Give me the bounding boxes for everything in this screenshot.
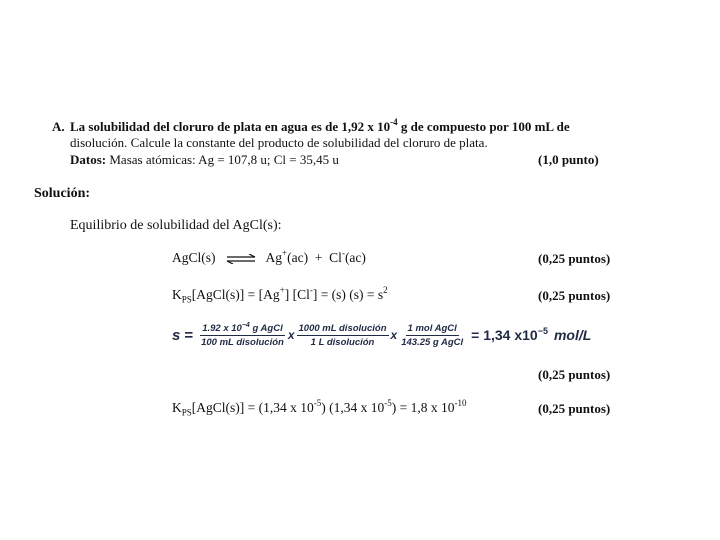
datos-label: Datos: <box>70 152 107 167</box>
eq3-points: (0,25 puntos) <box>538 367 611 382</box>
question-line-1 <box>70 119 660 134</box>
eq4-t2-sup: -5 <box>384 398 392 408</box>
eq4-t1-sup: -5 <box>313 398 322 408</box>
eq4-t2: ) (1,34 x 10 <box>321 400 385 415</box>
kps-value <box>172 400 466 416</box>
eq2-t3-sup: 2 <box>383 285 388 295</box>
question-line-1-text: La solubilidad del cloruro de plata en agua es de 1,92 x 10 <box>70 119 391 134</box>
eq3-unit: mol/L <box>553 327 592 343</box>
question-line-2: disolución. Calcule la constante del producto de solubilidad del cloruro de plata. <box>70 135 488 150</box>
eq3-result: = 1,34 $x10^{-5}$ <box>471 326 548 343</box>
eq2-t3: ] = (s) (s) = s <box>312 287 384 302</box>
eq2-t1-sup: + <box>279 285 285 295</box>
eq2-t1: [AgCl(s)] = [Ag <box>191 287 280 302</box>
eq4-k: K <box>172 400 182 415</box>
eq2-t2: ] [Cl <box>284 287 310 302</box>
kps-expression <box>172 287 388 303</box>
fraction-3 <box>399 323 465 348</box>
fraction-1-numerator: 1.92 x $10^{-4}$ g AgCl <box>202 321 283 334</box>
equilibrium-equation <box>172 250 366 266</box>
eq2-k: K <box>172 287 182 302</box>
times-1: x <box>287 328 295 342</box>
eq4-k-sub: PS <box>181 407 192 418</box>
eq4-points: (0,25 puntos) <box>538 401 611 416</box>
eq4-t3: ) = 1,8 x 10 <box>391 400 455 415</box>
eq3-s: s <box>172 326 181 344</box>
eq1-cl-charge: - <box>341 248 345 258</box>
eq1-ag-tail: (ac) + Cl <box>287 250 342 265</box>
fraction-3-numerator: 1 mol AgCl <box>407 322 457 334</box>
question-label: A. <box>52 119 65 134</box>
solubility-calculation <box>172 316 591 354</box>
eq2-points: (0,25 puntos) <box>538 288 611 303</box>
question-line-1-exponent: -4 <box>390 117 398 127</box>
eq3-equals: = <box>184 326 194 344</box>
times-2: x <box>390 328 398 342</box>
solution-heading: Solución: <box>34 186 91 201</box>
fraction-3-denominator: 143.25 g AgCl <box>401 336 464 348</box>
eq4-t1: [AgCl(s)] = (1,34 x 10 <box>191 400 314 415</box>
question-line-1-tail: g de compuesto por 100 mL de <box>397 119 570 134</box>
equilibrium-arrows-icon <box>225 254 257 264</box>
fraction-2-denominator: 1 L disolución <box>310 336 375 348</box>
question-points: (1,0 punto) <box>538 152 599 167</box>
eq1-points: (0,25 puntos) <box>538 251 611 266</box>
datos-text: Masas atómicas: Ag = 107,8 u; Cl = 35,45 u <box>109 152 339 167</box>
datos-line <box>70 152 339 167</box>
solution-subtitle: Equilibrio de solubilidad del AgCl(s): <box>70 218 282 233</box>
eq1-reactant: AgCl(s) <box>172 250 216 265</box>
eq1-ag-charge: + <box>282 248 288 258</box>
eq1-ag: Ag <box>265 250 283 265</box>
fraction-1-denominator: 100 mL disolución <box>201 336 284 348</box>
eq4-t3-sup: -10 <box>454 398 467 408</box>
fraction-2 <box>297 323 389 348</box>
fraction-2-numerator: 1000 mL disolución <box>298 322 387 334</box>
eq2-t2-sup: - <box>309 285 313 295</box>
eq1-cl-tail: (ac) <box>344 250 366 265</box>
fraction-1 <box>199 323 286 348</box>
eq2-k-sub: PS <box>181 294 192 305</box>
